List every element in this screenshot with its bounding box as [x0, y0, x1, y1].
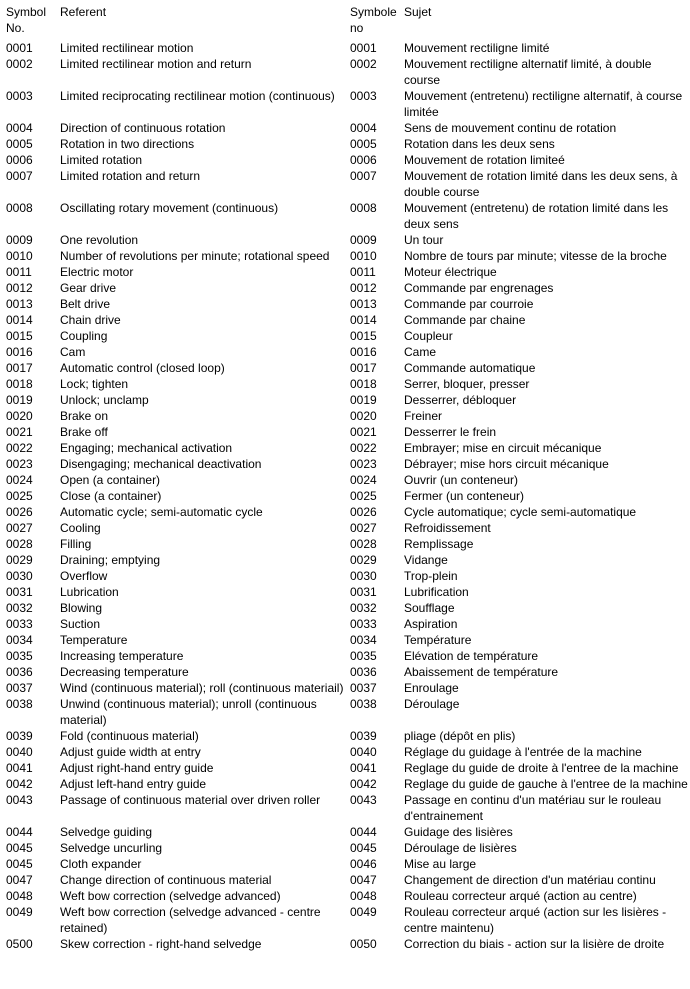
referent-english: Chain drive — [60, 313, 121, 327]
sujet-french: Mouvement (entretenu) de rotation limité dans les deux sens — [404, 201, 669, 231]
table-row — [0, 40, 690, 56]
symbole-number: 0048 — [350, 889, 377, 903]
referent-english: Rotation in two directions — [60, 137, 195, 151]
referent-english: Selvedge uncurling — [60, 841, 163, 855]
table-row — [0, 600, 690, 616]
symbol-number: 0010 — [6, 249, 33, 263]
symbol-number: 0037 — [6, 681, 33, 695]
symbole-number: 0022 — [350, 441, 377, 455]
symbol-number: 0500 — [6, 937, 33, 951]
symbole-number: 0004 — [350, 121, 377, 135]
referent-english: Unwind (continuous material); unroll (continuous material) — [60, 697, 317, 727]
table-row — [0, 888, 690, 904]
referent-english: Passage of continuous material over driven roller — [60, 793, 321, 807]
sujet-french: Coupleur — [404, 329, 453, 343]
sujet-french: Elévation de température — [404, 649, 539, 663]
table-row — [0, 840, 690, 856]
symbol-number: 0015 — [6, 329, 33, 343]
symbole-number: 0043 — [350, 793, 377, 807]
table-row — [0, 744, 690, 760]
sujet-french: Commande par engrenages — [404, 281, 554, 295]
symbole-number: 0018 — [350, 377, 377, 391]
referent-english: Adjust left-hand entry guide — [60, 777, 207, 791]
referent-english: Automatic cycle; semi-automatic cycle — [60, 505, 263, 519]
symbol-number: 0049 — [6, 905, 33, 919]
referent-english: Limited rotation — [60, 153, 143, 167]
symbole-number: 0002 — [350, 57, 377, 71]
symbole-number: 0001 — [350, 41, 377, 55]
referent-english: Unlock; unclamp — [60, 393, 149, 407]
table-row — [0, 536, 690, 552]
referent-english: Oscillating rotary movement (continuous) — [60, 201, 279, 215]
referent-english: Lock; tighten — [60, 377, 129, 391]
symbole-number: 0041 — [350, 761, 377, 775]
table-row — [0, 728, 690, 744]
symbole-number: 0021 — [350, 425, 377, 439]
table-row — [0, 856, 690, 872]
referent-english: Limited reciprocating rectilinear motion (continuous) — [60, 89, 335, 103]
symbol-number: 0035 — [6, 649, 33, 663]
symbol-number: 0002 — [6, 57, 33, 71]
symbol-number: 0038 — [6, 697, 33, 711]
referent-english: Electric motor — [60, 265, 134, 279]
table-row — [0, 456, 690, 472]
sujet-french: Lubrification — [404, 585, 469, 599]
sujet-french: Rotation dans les deux sens — [404, 137, 555, 151]
symbole-number: 0010 — [350, 249, 377, 263]
referent-english: Brake on — [60, 409, 109, 423]
sujet-french: Réglage du guidage à l'entrée de la machine — [404, 745, 642, 759]
symbole-number: 0016 — [350, 345, 377, 359]
sujet-french: Commande par courroie — [404, 297, 534, 311]
symbole-number: 0031 — [350, 585, 377, 599]
table-row — [0, 312, 690, 328]
sujet-french: Desserrer le frein — [404, 425, 497, 439]
sujet-french: Reglage du guide de droite à l'entree de la machine — [404, 761, 679, 775]
symbol-number: 0042 — [6, 777, 33, 791]
header-sujet: Sujet — [404, 5, 432, 19]
sujet-french: Mouvement rectiligne alternatif limité, à double course — [404, 57, 652, 87]
symbole-number: 0049 — [350, 905, 377, 919]
sujet-french: Débrayer; mise hors circuit mécanique — [404, 457, 609, 471]
symbole-number: 0011 — [350, 265, 376, 279]
table-row — [0, 408, 690, 424]
symbol-number: 0007 — [6, 169, 33, 183]
symbol-number: 0030 — [6, 569, 33, 583]
referent-english: Weft bow correction (selvedge advanced) — [60, 889, 281, 903]
referent-english: Overflow — [60, 569, 108, 583]
symbole-number: 0015 — [350, 329, 377, 343]
sujet-french: Commande automatique — [404, 361, 536, 375]
symbol-number: 0003 — [6, 89, 33, 103]
table-row — [0, 440, 690, 456]
referent-english: Cam — [60, 345, 86, 359]
symbol-number: 0019 — [6, 393, 33, 407]
sujet-french: Correction du biais - action sur la lisière de droite — [404, 937, 665, 951]
referent-english: Adjust right-hand entry guide — [60, 761, 214, 775]
symbol-number: 0006 — [6, 153, 33, 167]
symbol-number: 0011 — [6, 265, 32, 279]
symbol-number: 0033 — [6, 617, 33, 631]
table-row — [0, 120, 690, 136]
table-row — [0, 88, 690, 120]
symbol-table — [0, 4, 690, 952]
table-row — [0, 792, 690, 824]
table-row — [0, 488, 690, 504]
table-row — [0, 328, 690, 344]
symbole-number: 0005 — [350, 137, 377, 151]
symbol-number: 0048 — [6, 889, 33, 903]
referent-english: Direction of continuous rotation — [60, 121, 226, 135]
table-row — [0, 696, 690, 728]
symbole-number: 0019 — [350, 393, 377, 407]
symbole-number: 0042 — [350, 777, 377, 791]
referent-english: Gear drive — [60, 281, 117, 295]
symbole-number: 0027 — [350, 521, 377, 535]
symbole-number: 0013 — [350, 297, 377, 311]
symbole-number: 0012 — [350, 281, 377, 295]
symbol-number: 0005 — [6, 137, 33, 151]
sujet-french: Moteur électrique — [404, 265, 497, 279]
referent-english: Cloth expander — [60, 857, 142, 871]
symbole-number: 0035 — [350, 649, 377, 663]
header-symbole-no: Symbole no — [350, 5, 397, 35]
referent-english: Draining; emptying — [60, 553, 161, 567]
sujet-french: Desserrer, débloquer — [404, 393, 517, 407]
sujet-french: Reglage du guide de gauche à l'entree de la machine — [404, 777, 688, 791]
table-row — [0, 632, 690, 648]
table-row — [0, 376, 690, 392]
sujet-french: Sens de mouvement continu de rotation — [404, 121, 617, 135]
sujet-french: Rouleau correcteur arqué (action au centre) — [404, 889, 637, 903]
symbol-number: 0013 — [6, 297, 33, 311]
referent-english: Temperature — [60, 633, 128, 647]
table-row — [0, 680, 690, 696]
symbol-number: 0016 — [6, 345, 33, 359]
referent-english: One revolution — [60, 233, 139, 247]
referent-english: Filling — [60, 537, 92, 551]
sujet-french: Embrayer; mise en circuit mécanique — [404, 441, 602, 455]
symbol-number: 0047 — [6, 873, 33, 887]
referent-english: Blowing — [60, 601, 103, 615]
sujet-french: Abaissement de température — [404, 665, 559, 679]
symbole-number: 0024 — [350, 473, 377, 487]
symbole-number: 0009 — [350, 233, 377, 247]
symbole-number: 0050 — [350, 937, 377, 951]
symbol-number: 0028 — [6, 537, 33, 551]
table-row — [0, 424, 690, 440]
table-row — [0, 872, 690, 888]
symbole-number: 0039 — [350, 729, 377, 743]
table-row — [0, 904, 690, 936]
header-referent: Referent — [60, 5, 107, 19]
symbol-number: 0001 — [6, 41, 33, 55]
sujet-french: Mouvement (entretenu) rectiligne alternatif, à course limitée — [404, 89, 683, 119]
referent-english: Fold (continuous material) — [60, 729, 199, 743]
symbol-number: 0029 — [6, 553, 33, 567]
table-row — [0, 760, 690, 776]
sujet-french: Serrer, bloquer, presser — [404, 377, 530, 391]
symbole-number: 0020 — [350, 409, 377, 423]
sujet-french: Cycle automatique; cycle semi-automatique — [404, 505, 637, 519]
symbol-number: 0009 — [6, 233, 33, 247]
symbole-number: 0025 — [350, 489, 377, 503]
symbol-number: 0045 — [6, 857, 33, 871]
symbole-number: 0044 — [350, 825, 377, 839]
symbol-number: 0024 — [6, 473, 33, 487]
symbole-number: 0032 — [350, 601, 377, 615]
referent-english: Belt drive — [60, 297, 111, 311]
referent-english: Close (a container) — [60, 489, 162, 503]
sujet-french: Refroidissement — [404, 521, 491, 535]
symbole-number: 0017 — [350, 361, 377, 375]
symbol-number: 0027 — [6, 521, 33, 535]
table-row — [0, 232, 690, 248]
table-row — [0, 648, 690, 664]
referent-english: Automatic control (closed loop) — [60, 361, 225, 375]
sujet-french: Déroulage — [404, 697, 460, 711]
table-row — [0, 280, 690, 296]
table-body — [0, 40, 690, 952]
symbole-number: 0033 — [350, 617, 377, 631]
table-row — [0, 360, 690, 376]
symbol-number: 0017 — [6, 361, 33, 375]
table-row — [0, 616, 690, 632]
table-row — [0, 56, 690, 88]
symbole-number: 0023 — [350, 457, 377, 471]
referent-english: Selvedge guiding — [60, 825, 153, 839]
symbole-number: 0008 — [350, 201, 377, 215]
symbol-number: 0039 — [6, 729, 33, 743]
referent-english: Decreasing temperature — [60, 665, 189, 679]
sujet-french: Fermer (un conteneur) — [404, 489, 525, 503]
symbol-number: 0018 — [6, 377, 33, 391]
sujet-french: Remplissage — [404, 537, 474, 551]
table-row — [0, 136, 690, 152]
referent-english: Limited rectilinear motion and return — [60, 57, 252, 71]
sujet-french: Rouleau correcteur arqué (action sur les lisières - centre maintenu) — [404, 905, 667, 935]
symbole-number: 0040 — [350, 745, 377, 759]
sujet-french: Passage en continu d'un matériau sur le rouleau d'entrainement — [404, 793, 662, 823]
table-row — [0, 200, 690, 232]
sujet-french: Came — [404, 345, 437, 359]
symbol-number: 0004 — [6, 121, 33, 135]
symbol-number: 0020 — [6, 409, 33, 423]
sujet-french: Freiner — [404, 409, 443, 423]
sujet-french: Trop-plein — [404, 569, 458, 583]
referent-english: Wind (continuous material); roll (continuous materiail) — [60, 681, 344, 695]
referent-english: Open (a container) — [60, 473, 161, 487]
table-row — [0, 344, 690, 360]
table-row — [0, 568, 690, 584]
symbole-number: 0030 — [350, 569, 377, 583]
symbole-number: 0007 — [350, 169, 377, 183]
symbole-number: 0006 — [350, 153, 377, 167]
referent-english: Number of revolutions per minute; rotational speed — [60, 249, 330, 263]
referent-english: Weft bow correction (selvedge advanced - centre retained) — [60, 905, 321, 935]
symbol-number: 0031 — [6, 585, 33, 599]
sujet-french: Aspiration — [404, 617, 458, 631]
table-row — [0, 552, 690, 568]
sujet-french: pliage (dépôt en plis) — [404, 729, 516, 743]
referent-english: Limited rectilinear motion — [60, 41, 194, 55]
symbol-number: 0008 — [6, 201, 33, 215]
table-row — [0, 264, 690, 280]
sujet-french: Enroulage — [404, 681, 459, 695]
symbol-number: 0041 — [6, 761, 33, 775]
sujet-french: Température — [404, 633, 472, 647]
sujet-french: Changement de direction d'un matériau continu — [404, 873, 656, 887]
table-row — [0, 504, 690, 520]
symbol-number: 0021 — [6, 425, 33, 439]
symbole-number: 0026 — [350, 505, 377, 519]
symbol-number: 0014 — [6, 313, 33, 327]
referent-english: Disengaging; mechanical deactivation — [60, 457, 262, 471]
referent-english: Suction — [60, 617, 101, 631]
sujet-french: Nombre de tours par minute; vitesse de la broche — [404, 249, 667, 263]
symbol-number: 0026 — [6, 505, 33, 519]
symbole-number: 0036 — [350, 665, 377, 679]
sujet-french: Mise au large — [404, 857, 477, 871]
table-row — [0, 248, 690, 264]
table-row — [0, 472, 690, 488]
sujet-french: Guidage des lisières — [404, 825, 513, 839]
referent-english: Limited rotation and return — [60, 169, 201, 183]
table-row — [0, 296, 690, 312]
referent-english: Brake off — [60, 425, 108, 439]
referent-english: Adjust guide width at entry — [60, 745, 201, 759]
table-row — [0, 392, 690, 408]
sujet-french: Déroulage de lisières — [404, 841, 517, 855]
sujet-french: Soufflage — [404, 601, 455, 615]
table-row — [0, 152, 690, 168]
sujet-french: Mouvement rectiligne limité — [404, 41, 550, 55]
symbol-number: 0044 — [6, 825, 33, 839]
sujet-french: Un tour — [404, 233, 444, 247]
symbol-number: 0022 — [6, 441, 33, 455]
referent-english: Lubrication — [60, 585, 119, 599]
table-row — [0, 664, 690, 680]
symbole-number: 0028 — [350, 537, 377, 551]
table-row — [0, 936, 690, 952]
symbol-number: 0040 — [6, 745, 33, 759]
referent-english: Coupling — [60, 329, 108, 343]
symbole-number: 0045 — [350, 841, 377, 855]
sujet-french: Commande par chaine — [404, 313, 526, 327]
sujet-french: Ouvrir (un conteneur) — [404, 473, 519, 487]
table-row — [0, 584, 690, 600]
sujet-french: Mouvement de rotation limité dans les deux sens, à double course — [404, 169, 678, 199]
symbol-number: 0032 — [6, 601, 33, 615]
referent-english: Increasing temperature — [60, 649, 184, 663]
symbol-number: 0025 — [6, 489, 33, 503]
referent-english: Skew correction - right-hand selvedge — [60, 937, 262, 951]
symbole-number: 0037 — [350, 681, 377, 695]
table-row — [0, 776, 690, 792]
symbol-number: 0023 — [6, 457, 33, 471]
symbol-number: 0045 — [6, 841, 33, 855]
sujet-french: Vidange — [404, 553, 448, 567]
symbole-number: 0029 — [350, 553, 377, 567]
table-header-row — [0, 4, 690, 40]
referent-english: Change direction of continuous material — [60, 873, 272, 887]
table-row — [0, 168, 690, 200]
symbole-number: 0034 — [350, 633, 377, 647]
symbole-number: 0003 — [350, 89, 377, 103]
symbol-number: 0034 — [6, 633, 33, 647]
symbole-number: 0047 — [350, 873, 377, 887]
header-symbol-no: Symbol No. — [6, 5, 47, 35]
table-row — [0, 824, 690, 840]
symbole-number: 0046 — [350, 857, 377, 871]
sujet-french: Mouvement de rotation limiteé — [404, 153, 565, 167]
table-row — [0, 520, 690, 536]
symbol-number: 0012 — [6, 281, 33, 295]
symbol-number: 0036 — [6, 665, 33, 679]
referent-english: Engaging; mechanical activation — [60, 441, 233, 455]
symbol-number: 0043 — [6, 793, 33, 807]
symbole-number: 0038 — [350, 697, 377, 711]
symbole-number: 0014 — [350, 313, 377, 327]
referent-english: Cooling — [60, 521, 101, 535]
